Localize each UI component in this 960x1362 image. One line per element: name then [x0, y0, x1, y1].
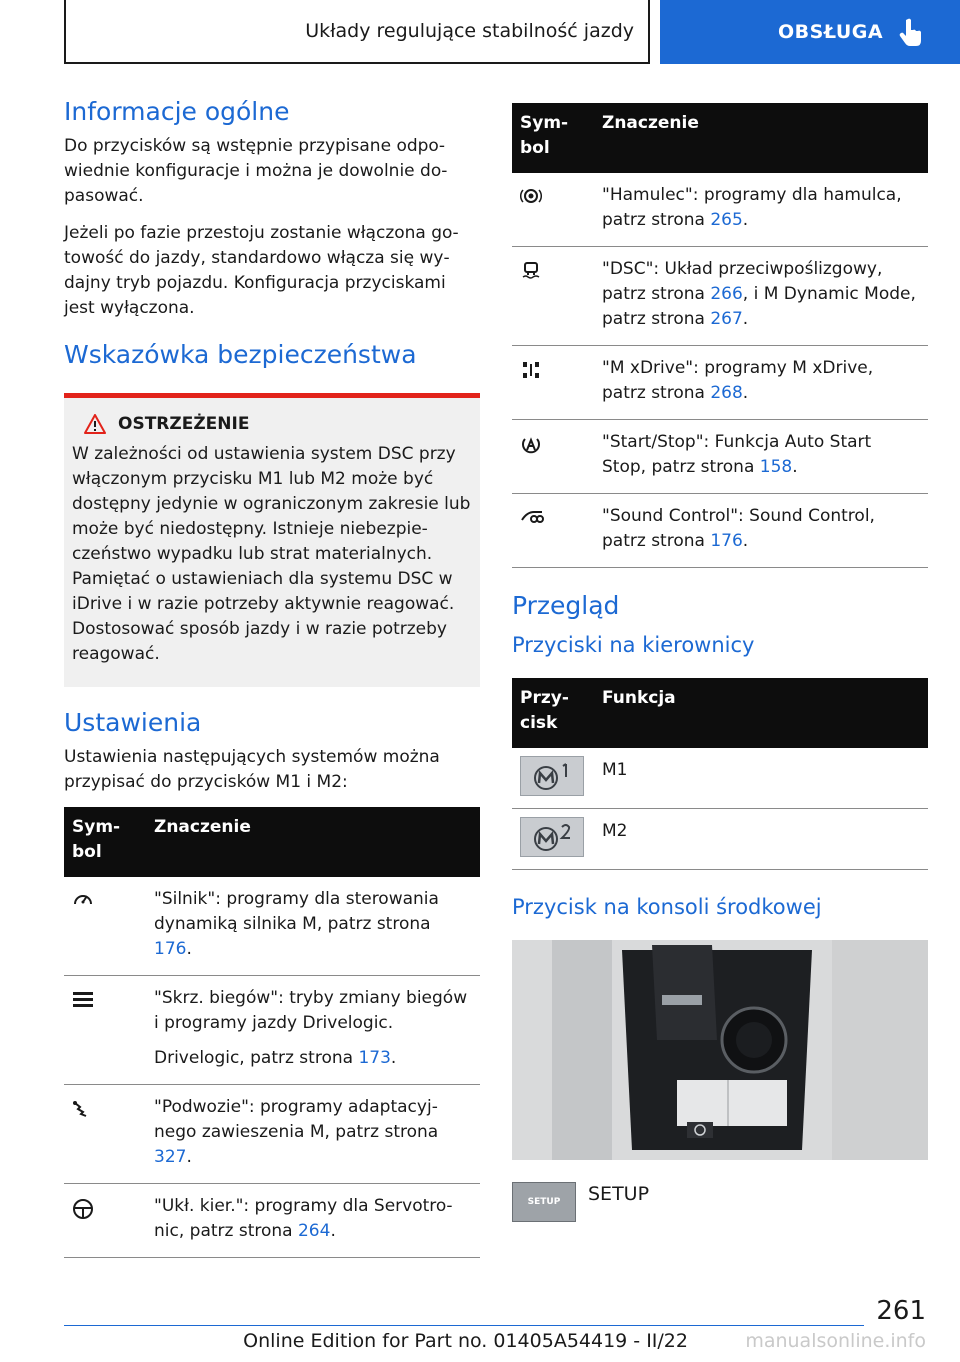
buttons-table [512, 678, 928, 870]
table-header-meaning: Znaczenie [594, 103, 928, 173]
function-cell: M2 [594, 809, 928, 870]
meaning-text: "Silnik": programy dla sterowania dynamiką silnika M, patrz strona [154, 889, 439, 934]
table-row [512, 346, 928, 420]
steering-buttons-heading: Przyciski na kierownicy [512, 633, 755, 657]
symbol-cell [512, 494, 594, 568]
meaning-cell [146, 1184, 480, 1258]
meaning-text: "Skrz. biegów": tryby zmiany biegów i programy jazdy Drivelogic. [154, 988, 468, 1033]
right-column [512, 103, 928, 1222]
meaning-text-2 [154, 1046, 472, 1071]
page-link[interactable]: 265 [710, 210, 743, 230]
meaning-cell [594, 494, 928, 568]
table-row [512, 748, 928, 809]
m1-button-icon [520, 756, 584, 796]
table-row [512, 173, 928, 247]
settings-intro: Ustawienia następujących systemów można przypisać do przycisków M1 i M2: [64, 747, 440, 792]
sound-control-icon [520, 508, 546, 526]
page-link[interactable]: 176 [710, 531, 743, 551]
table-row [512, 809, 928, 870]
button-cell [512, 748, 594, 809]
table-header-meaning: Znaczenie [146, 807, 480, 877]
symbol-cell [512, 420, 594, 494]
header-section-box [64, 0, 650, 64]
meaning-text-end: . [742, 309, 749, 329]
footer-rule [64, 1325, 864, 1326]
left-column [64, 96, 480, 1258]
meaning-text-end: . [742, 383, 749, 403]
meaning-text-end: . [742, 531, 749, 551]
meaning-cell [594, 346, 928, 420]
setup-function-text: SETUP [588, 1183, 650, 1205]
meaning-text: "Podwozie": programy adaptacyjnego zawieszenia M, patrz strona [154, 1097, 439, 1142]
setup-row [512, 1182, 928, 1222]
console-button-heading: Przycisk na konsoli środkowej [512, 895, 822, 919]
symbol-cell [64, 1184, 146, 1258]
page-link[interactable]: 158 [759, 457, 793, 477]
page-link-2[interactable]: 267 [710, 309, 743, 329]
table-header-symbol: Symbol [64, 807, 146, 877]
function-cell: M1 [594, 748, 928, 809]
button-cell [512, 809, 594, 870]
settings-heading: Ustawienia [64, 708, 202, 737]
settings-table-continued [512, 103, 928, 568]
steering-wheel-icon [72, 1198, 94, 1220]
meaning-cell [594, 173, 928, 247]
symbol-cell [512, 346, 594, 420]
general-paragraph-1: Do przycisków są wstępnie przypisane odpowiednie konfiguracje i można je dowolnie dopasować. [64, 136, 448, 206]
symbol-cell [64, 1085, 146, 1184]
symbol-cell [64, 976, 146, 1085]
suspension-icon [72, 1099, 94, 1117]
meaning-text-end: . [186, 939, 192, 959]
meaning-text: "Ukł. kier.": programy dla Servotronic, patrz strona [154, 1196, 453, 1241]
setup-button-icon [512, 1182, 576, 1222]
meaning-text: Drivelogic, patrz strona [154, 1048, 359, 1068]
symbol-cell [512, 247, 594, 346]
page-link[interactable]: 173 [358, 1048, 391, 1068]
meaning-cell [146, 877, 480, 976]
warning-title: OSTRZEŻENIE [118, 414, 250, 434]
table-header-button: Przycisk [512, 678, 594, 748]
meaning-cell [594, 420, 928, 494]
hand-pointer-icon [899, 17, 925, 47]
chapter-title: OBSŁUGA [778, 21, 884, 43]
symbol-cell [64, 877, 146, 976]
meaning-text: "Sound Control": Sound Control, patrz strona [602, 506, 875, 551]
meaning-text: "Hamulec": programy dla hamulca, patrz strona [602, 185, 902, 230]
general-heading: Informacje ogólne [64, 97, 290, 126]
meaning-text: "Start/Stop": Funkcja Auto Start Stop, patrz strona [602, 432, 872, 477]
meaning-text-end: . [330, 1221, 336, 1241]
meaning-text: "M xDrive": programy M xDrive, patrz strona [602, 358, 874, 403]
general-paragraph-2: Jeżeli po fazie przestoju zostanie włączona gotowość do jazdy, standardowo włącza się wydajny tryb pojazdu. Konfiguracja przyciskami jest wyłączona. [64, 223, 459, 318]
table-row [64, 976, 480, 1085]
meaning-text-end: . [186, 1147, 192, 1167]
page-link[interactable]: 176 [154, 939, 187, 959]
xdrive-icon [520, 360, 542, 380]
m2-button-icon [520, 817, 584, 857]
meaning-cell [146, 976, 480, 1085]
warning-triangle-icon [84, 414, 106, 434]
table-row [512, 420, 928, 494]
warning-title-row [84, 414, 472, 434]
brake-icon [520, 187, 542, 205]
page-number: 261 [876, 1296, 926, 1326]
section-title: Układy regulujące stabilność jazdy [305, 20, 634, 42]
table-row [64, 877, 480, 976]
overview-heading: Przegląd [512, 591, 620, 620]
meaning-cell [594, 247, 928, 346]
page-link[interactable]: 266 [710, 284, 743, 304]
edition-note: Online Edition for Part no. 01405A54419 - II/22 [243, 1330, 688, 1352]
page-link[interactable]: 327 [154, 1147, 187, 1167]
setup-button-label: SETUP [527, 1197, 561, 1207]
table-row [512, 247, 928, 346]
meaning-text: "DSC": Układ przeciwpoślizgowy, patrz strona [602, 259, 883, 304]
meaning-cell [146, 1085, 480, 1184]
table-row [512, 494, 928, 568]
center-console-photo [512, 940, 928, 1160]
warning-box [64, 398, 480, 687]
meaning-text-mid: , i M Dynamic Mode, patrz strona [602, 284, 916, 329]
meaning-text-end: . [742, 210, 749, 230]
gearbox-icon [72, 990, 94, 1008]
auto-start-stop-icon [520, 434, 542, 456]
table-header-function: Funkcja [594, 678, 928, 748]
table-row [64, 1085, 480, 1184]
safety-heading: Wskazówka bezpieczeństwa [64, 340, 417, 369]
watermark: manualsonline.info [745, 1330, 926, 1352]
meaning-text-end: . [792, 457, 798, 477]
settings-table [64, 807, 480, 1258]
symbol-cell [512, 173, 594, 247]
table-header-symbol: Symbol [512, 103, 594, 173]
engine-gauge-icon [72, 891, 94, 909]
chapter-tab[interactable] [660, 0, 960, 64]
dsc-icon [520, 261, 542, 281]
page-link[interactable]: 268 [710, 383, 743, 403]
table-row [64, 1184, 480, 1258]
warning-text: W zależności od ustawienia system DSC przy włączonym przycisku M1 lub M2 może być dostępny jedynie w ograniczonym zakresie lub może być niedostępny. Istnieje niebezpieczeństwo wypadku lub strat materialnych. Pamiętać o ustawieniach dla systemu DSC w iDrive i w razie potrzeby aktywnie reagować. Dostosować sposób jazdy i w razie potrzeby reagować. [72, 444, 471, 664]
meaning-text-end: . [390, 1048, 397, 1068]
page-link[interactable]: 264 [297, 1221, 331, 1241]
